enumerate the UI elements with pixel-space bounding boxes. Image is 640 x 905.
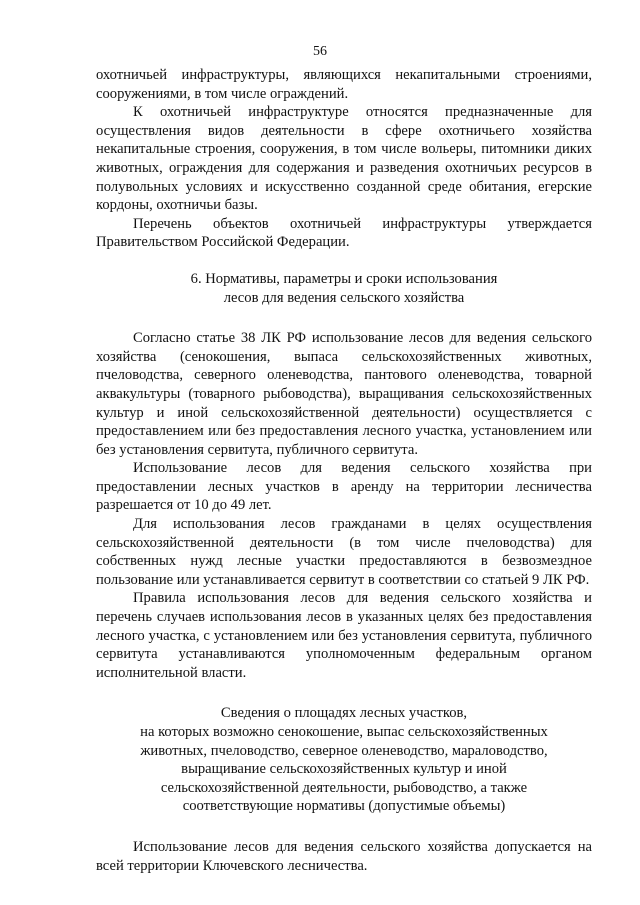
paragraph-citizens-use: Для использования лесов гражданами в целях осуществления сельскохозяйственной деятельности (в том числе пчеловодства) для собственных нужд лесные участки предоставляются в безвозмездное пользование или устанавливается сервитут в соответствии со статьей 9 ЛК РФ.	[96, 516, 592, 588]
paragraph-hunting-infrastructure: К охотничьей инфраструктуре относятся предназначенные для осуществления видов деятельности в сфере охотничьего хозяйства некапитальные строения, сооружения, в том числе вольеры, питомники диких животных, ограждения для содержания и разведения охотничьих ресурсов в полувольных условиях и искусственно созданной среде обитания, егерские кордоны, охотничьи базы.	[96, 104, 592, 214]
document-body	[96, 66, 592, 875]
paragraph-infrastructure-list: Перечень объектов охотничьей инфраструктуры утверждается Правительством Российской Федерации.	[96, 215, 592, 251]
paragraph-infrastructure-continuation: охотничьей инфраструктуры, являющихся некапитальными строениями, сооружениями, в том числе ограждений.	[96, 67, 592, 102]
heading-line: 6. Нормативы, параметры и сроки использования	[190, 270, 498, 287]
paragraph-article-38: Согласно статье 38 ЛК РФ использование лесов для ведения сельского хозяйства (сенокошения, выпаса сельскохозяйственных животных, пчеловодства, северного оленеводства, пантового оленеводства, товарной аквакультуры (товарного рыбоводства), выращивания сельскохозяйственных культур и иной сельскохозяйственной деятельности) осуществляется с предоставлением или без предоставления лесного участка, установлением или без установления сервитута, публичного сервитута.	[96, 330, 592, 458]
subsection-heading-areas	[96, 704, 592, 816]
paragraph-whole-territory: Использование лесов для ведения сельского хозяйства допускается на всей территории Ключевского лесничества.	[96, 838, 592, 874]
heading-line: животных, пчеловодство, северное оленеводство, мараловодство,	[140, 742, 548, 759]
page-number: 56	[313, 44, 327, 59]
heading-line: лесов для ведения сельского хозяйства	[223, 289, 465, 306]
heading-line: на которых возможно сенокошение, выпас сельскохозяйственных	[140, 724, 548, 740]
heading-line: сельскохозяйственной деятельности, рыбоводство, а также	[160, 779, 528, 796]
heading-line: Сведения о площадях лесных участков,	[220, 705, 468, 722]
heading-line: выращивание сельскохозяйственных культур и иной	[181, 761, 507, 778]
paragraph-rules: Правила использования лесов для ведения сельского хозяйства и перечень случаев использования лесов в указанных целях без предоставления лесного участка, с установлением или без установления сервитута, публичного сервитута устанавливаются уполномоченным федеральным органом исполнительной власти.	[96, 590, 592, 681]
paragraph-lease-term: Использование лесов для ведения сельского хозяйства при предоставлении лесных участков в аренду на территории лесничества разрешается от 10 до 49 лет.	[96, 460, 592, 514]
heading-line: соответствующие нормативы (допустимые объемы)	[182, 798, 506, 815]
section-heading-6	[96, 270, 592, 307]
